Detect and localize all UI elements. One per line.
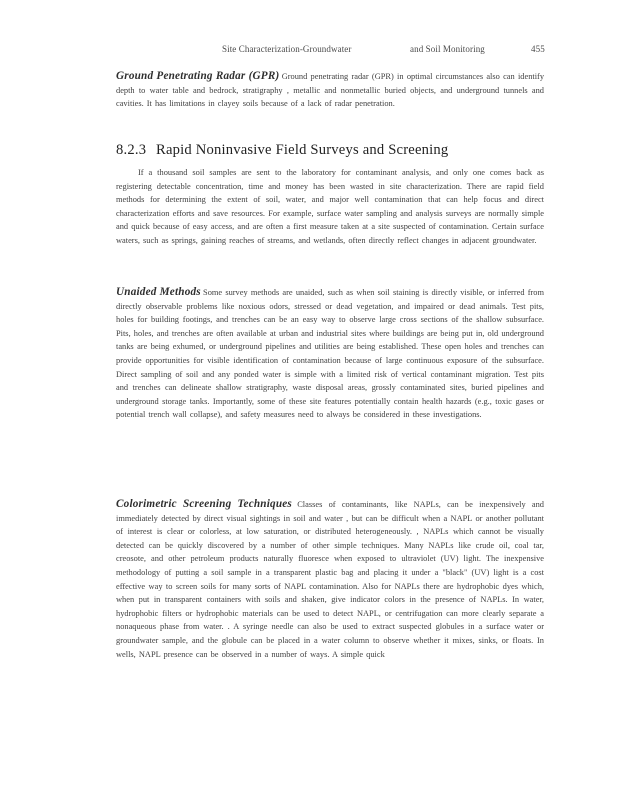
colorimetric-paragraph [116,498,544,661]
unaided-methods-lead: Unaided Methods [116,286,201,298]
page-number: 455 [531,44,545,54]
section-heading [116,142,546,160]
section-number: 8.2.3 [116,142,147,158]
unaided-methods-paragraph [116,286,544,422]
intro-paragraph [116,166,544,248]
running-head-subtitle: and Soil Monitoring [410,44,485,54]
section-title: Rapid Noninvasive Field Surveys and Screening [156,142,449,158]
colorimetric-lead: Colorimetric Screening Techniques [116,498,292,510]
unaided-methods-text: Some survey methods are unaided, such as when soil staining is directly visible, or inferred from directly observable problems like noxious odors, stressed or dead vegetation, and impaired or dead animals. Test pits, holes for building footings, and trenches can be an easy way to observe large cross sections of the shallow subsurface. Pits, holes, and trenches are often available at urban and industrial sites where buildings are being put in, old underground tanks are being exhumed, or underground pipelines and utilities are being established. These open holes and trenches can provide opportunities for visible identification of contamination because of large continuous exposure of the subsurface. Direct sampling of soil and any ponded water is simple with a limited risk of vertical contaminant migration. Test pits and trenches can delineate shallow stratigraphy, waste disposal areas, grossly contaminated sites, buried pipelines and underground storage tanks. Importantly, some of these site features potentially contain health hazards (e.g., toxic gases or potential trench wall collapse), and safety measures need to always be considered in these investigations. [116,288,544,420]
gpr-paragraph-lead: Ground Penetrating Radar (GPR) [116,70,280,82]
running-head [222,44,545,58]
colorimetric-text: Classes of contaminants, like NAPLs, can be inexpensively and immediately detected by direct visual sightings in soil and water , but can be difficult when a NAPL or another pollutant of interest is clear or colorless, at low saturation, or distributed heterogeneously. , NAPLs which cannot be visually detected can be quickly discovered by a number of other simple techniques. Many NAPLs like crude oil, coal tar, creosote, and other petroleum products naturally fluoresce when exposed to ultraviolet (UV) light. The inexpensive methodology of putting a soil sample in a transparent plastic bag and placing it under a "black" (UV) light is a cost effective way to screen soils for many sorts of NAPL contamination. Also for NAPLs there are hydrophobic dyes which, when put in transparent containers with soils and shaken, give indicator colors in the presence of NAPLs. In water, hydrophobic filters or hydrophobic materials can be used to detect NAPL, or centrifugation can more clearly separate a nonaqueous phase from water. . A syringe needle can also be used to extract suspected globules in a surface water or groundwater sample, and the globule can be placed in a water column to observe whether it mixes, sinks, or floats. In wells, NAPL presence can be observed in a number of ways. A simple quick [116,500,544,659]
running-head-title: Site Characterization-Groundwater [222,44,352,54]
gpr-paragraph-text: Ground penetrating radar (GPR) in optimal circumstances also can identify depth to water table and bedrock, stratigraphy , metallic and nonmetallic buried objects, and underground tunnels and cavities. It has limitations in clayey soils because of a lack of radar penetration. [116,72,545,109]
gpr-paragraph [116,70,544,111]
intro-paragraph-text: If a thousand soil samples are sent to the laboratory for contaminant analysis, and only one comes back as registering detectable concentration, time and money has been wasted in site characterization. There are rapid field methods for determining the extent of soil, water, and major well contamination that can help focus and direct characterization efforts and save resources. For example, surface water sampling and analysis surveys are normally simple and quick because of easy access, and are often a first measure taken at a site suspected of contamination. Certain surface waters, such as springs, gaining reaches of streams, and wetlands, often directly reflect changes in adjacent groundwater. [116,168,544,245]
